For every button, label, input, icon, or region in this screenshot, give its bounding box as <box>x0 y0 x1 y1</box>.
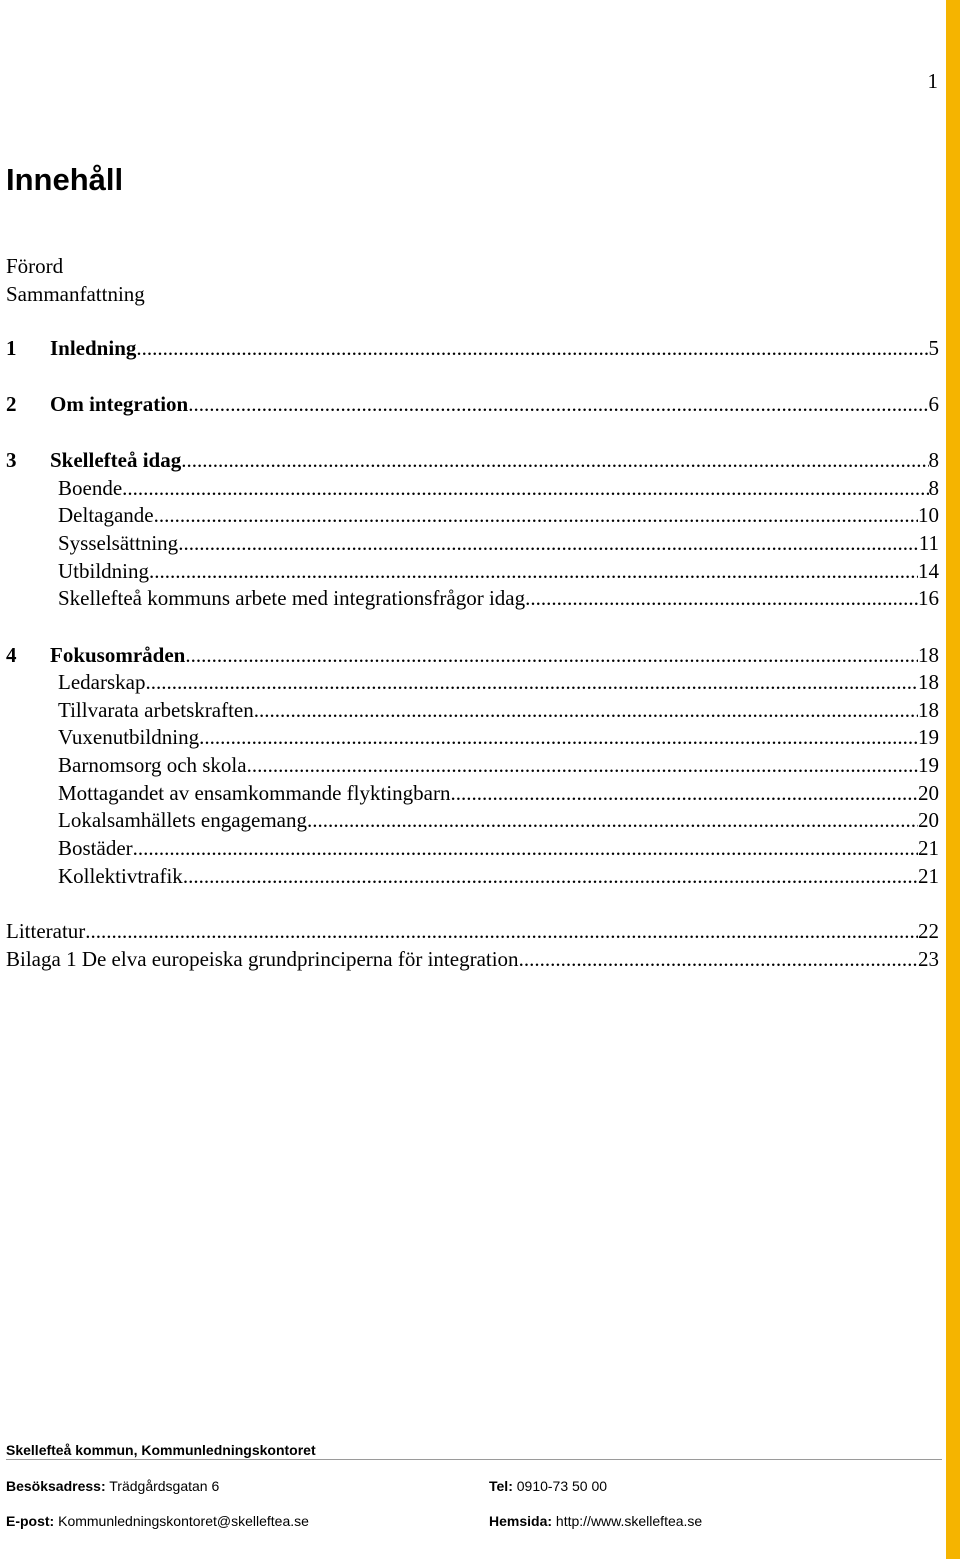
toc-dot-leader <box>181 446 928 474</box>
toc-entry-page: 8 <box>928 448 939 472</box>
toc-entry[interactable] <box>58 668 939 696</box>
toc-entry-label: Om integration <box>50 392 189 416</box>
toc-entry-page: 19 <box>918 753 939 777</box>
footer-phone <box>489 1476 607 1496</box>
toc-entry-label: Utbildning <box>58 559 150 583</box>
toc-entry-number: 1 <box>6 336 17 360</box>
footer-website: Hemsida: http://www.skelleftea.se <box>489 1513 703 1529</box>
toc-entry-label: Vuxenutbildning <box>58 725 200 749</box>
toc-entry-page: 21 <box>918 836 939 860</box>
footer-divider <box>6 1459 942 1460</box>
toc-entry-number: 2 <box>6 392 17 416</box>
toc-entry[interactable] <box>58 751 939 779</box>
toc-dot-leader <box>247 751 918 779</box>
toc-entry-number: 3 <box>6 448 17 472</box>
toc-entry-label: Inledning <box>50 336 137 360</box>
toc-entry[interactable] <box>58 557 939 585</box>
footer-website-link[interactable]: http://www.skelleftea.se <box>555 1513 703 1529</box>
toc-entry[interactable] <box>6 390 939 418</box>
toc-entry-page: 8 <box>928 476 939 500</box>
toc-entry[interactable] <box>58 501 939 529</box>
toc-entry[interactable] <box>58 696 939 724</box>
toc-dot-leader <box>183 862 918 890</box>
footer-email-label: E-post: <box>6 1513 55 1529</box>
toc-dot-leader <box>85 917 918 945</box>
toc-entry[interactable] <box>58 806 939 834</box>
toc-entry-label: Litteratur <box>6 919 86 943</box>
toc-entry[interactable] <box>6 917 939 945</box>
toc-entry-label: Deltagande <box>58 503 154 527</box>
footer-phone-label: Tel: <box>489 1478 513 1494</box>
toc-dot-leader <box>188 390 928 418</box>
toc-dot-leader <box>136 334 928 362</box>
toc-entry-label: Fokusområden <box>50 643 186 667</box>
toc-entry[interactable] <box>58 529 939 557</box>
toc-entry-page: 6 <box>928 392 939 416</box>
toc-entry-page: 21 <box>918 864 939 888</box>
toc-entry-page: 22 <box>918 919 939 943</box>
footer-email <box>6 1511 309 1531</box>
toc-dot-leader <box>122 474 928 502</box>
toc-entry-page: 10 <box>918 503 939 527</box>
toc-dot-leader <box>185 641 918 669</box>
footer-website-label: Hemsida <box>489 1513 548 1529</box>
toc-entry-label: Skellefteå idag <box>50 448 182 472</box>
toc-dot-leader <box>199 723 918 751</box>
toc-entry-label: Skellefteå kommuns arbete med integrationsfrågor idag <box>58 586 526 610</box>
toc-entry[interactable] <box>6 334 939 362</box>
toc-entry[interactable] <box>58 584 939 612</box>
toc-entry-label: Bilaga 1 De elva europeiska grundprinciperna för integration <box>6 947 519 971</box>
toc-entry-number: 4 <box>6 643 17 667</box>
toc-entry-label: Bostäder <box>58 836 133 860</box>
toc-entry[interactable] <box>58 723 939 751</box>
footer-organization: Skellefteå kommun, Kommunledningskontoret <box>6 1442 316 1458</box>
toc-entry-page: 14 <box>918 559 939 583</box>
toc-entry-page: 16 <box>918 586 939 610</box>
footer-phone-value: 0910-73 50 00 <box>516 1478 608 1494</box>
toc-dot-leader <box>450 779 918 807</box>
toc-entry-page: 20 <box>918 781 939 805</box>
toc-entry-label: Mottagandet av ensamkommande flyktingbarn <box>58 781 451 805</box>
footer-email-link[interactable]: Kommunledningskontoret@skelleftea.se <box>58 1513 309 1529</box>
toc-entry-label: Lokalsamhällets engagemang <box>58 808 307 832</box>
footer-address <box>6 1476 219 1496</box>
toc-dot-leader <box>525 584 918 612</box>
front-matter-summary: Sammanfattning <box>6 282 145 306</box>
toc-entry-page: 5 <box>928 336 939 360</box>
toc-entry[interactable] <box>6 446 939 474</box>
toc-entry-page: 23 <box>918 947 939 971</box>
toc-entry[interactable] <box>58 862 939 890</box>
toc-entry-label: Kollektivtrafik <box>58 864 183 888</box>
front-matter-foreword: Förord <box>6 254 64 278</box>
toc-entry-page: 18 <box>918 698 939 722</box>
toc-entry[interactable] <box>58 779 939 807</box>
toc-entry-page: 19 <box>918 725 939 749</box>
page-title: Innehåll <box>6 162 124 197</box>
toc-entry[interactable] <box>58 834 939 862</box>
toc-entry-page: 20 <box>918 808 939 832</box>
footer-address-value: Trädgårdsgatan 6 <box>109 1478 220 1494</box>
toc-entry-page: 18 <box>918 643 939 667</box>
toc-dot-leader <box>149 557 918 585</box>
page-number: 1 <box>927 69 938 93</box>
footer-address-label: Besöksadress: <box>6 1478 106 1494</box>
toc-entry[interactable] <box>6 641 939 669</box>
toc-entry-page: 11 <box>918 531 939 555</box>
toc-dot-leader <box>145 668 918 696</box>
toc-dot-leader <box>133 834 918 862</box>
toc-entry-label: Barnomsorg och skola <box>58 753 247 777</box>
toc-entry-label: Tillvarata arbetskraften <box>58 698 254 722</box>
toc-dot-leader <box>307 806 918 834</box>
toc-entry-label: Ledarskap <box>58 670 146 694</box>
toc-entry-page: 18 <box>918 670 939 694</box>
toc-dot-leader <box>519 945 918 973</box>
toc-entry-label: Boende <box>58 476 123 500</box>
toc-dot-leader <box>178 529 919 557</box>
toc-dot-leader <box>154 501 918 529</box>
toc-dot-leader <box>254 696 918 724</box>
toc-entry[interactable] <box>58 474 939 502</box>
toc-entry[interactable] <box>6 945 939 973</box>
toc-entry-label: Sysselsättning <box>58 531 179 555</box>
